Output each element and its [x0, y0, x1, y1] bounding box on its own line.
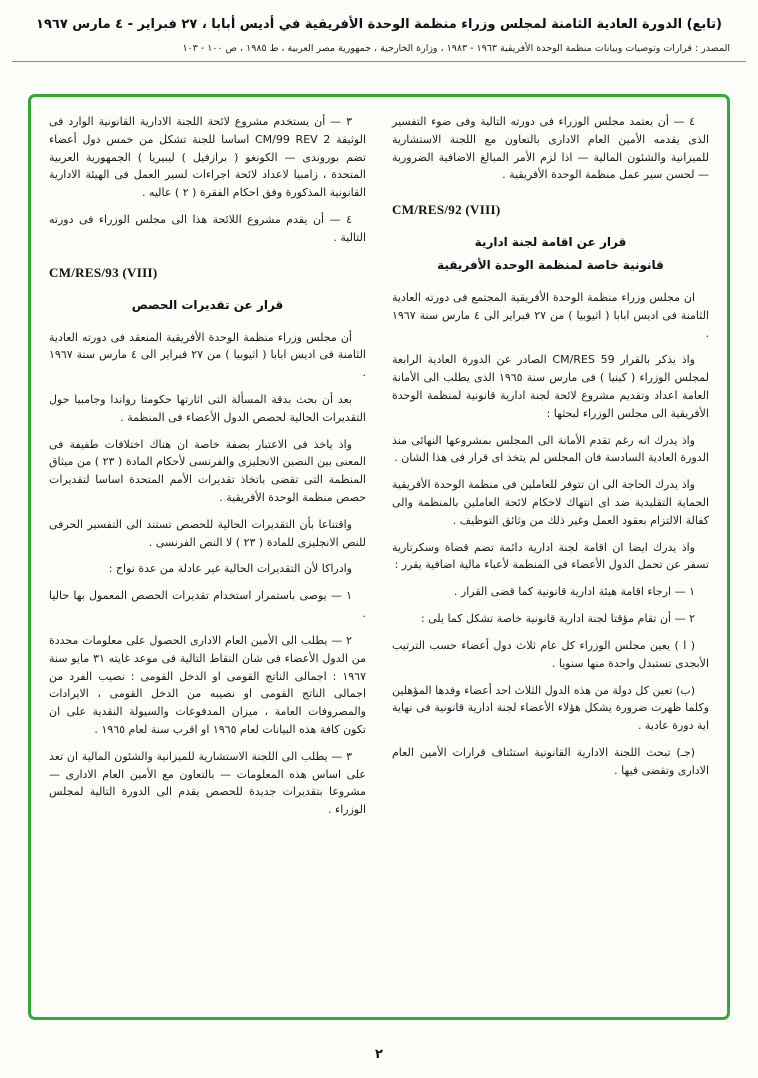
paragraph-taking-account: واذ ياخذ فى الاعتبار بصفة خاصة ان هناك اختلافات طفيفة فى المعنى بين النصين الانجليزى والفرنسى لأحكام المادة ( ٢٣ ) من ميثاق المنظمة التى تقضى باتخاذ تقديرات الأمم المتحدة اساسا لتقديرات حصص منظمة الوحدة الأفريقية .	[49, 437, 366, 505]
resolution-title-92	[392, 231, 709, 277]
resolution-code-92: CM/RES/92 (VIII)	[392, 202, 501, 218]
paragraph-recalling: واذ يذكر بالقرار CM/RES 59 الصادر عن الدورة العادية الرابعة لمجلس الوزراء ( كينيا ) فى مارس سنة ١٩٦٥ الذى يطلب الى الأمانة العامة اعداد وتقديم مشروع لائحة لجنة ادارية قانونية لمنظمة الوحدة الأفريقية الى مجلس الوزراء لبحثها :	[392, 353, 709, 420]
paragraph-aware-1: واذ يدرك انه رغم تقدم الأمانة الى المجلس بمشروعها النهائى منذ الدورة العادية السادسة فان المجلس لم يتخذ اى قرار فى هذا الشان .	[392, 433, 709, 465]
paragraph-realizing: وادراكا لأن التقديرات الحالية غير عادلة من عدة نواح :	[108, 562, 352, 576]
page-header	[12, 0, 746, 62]
paragraph-sub-a: ( ا ) يعين مجلس الوزراء كل عام ثلاث دول أعضاء حسب الترتيب الأبجدى تستبدل واحدة منها سنويا .	[392, 638, 709, 670]
header-title: (تابع) الدورة العادية الثامنة لمجلس وزراء منظمة الوحدة الأفريقية في أديس أبابا ، ٢٧ فبراير - ٤ مارس ١٩٦٧	[36, 17, 722, 32]
paragraph-decision-1: ١ — ارجاء اقامة هيئة ادارية قانونية كما قضى القرار .	[453, 585, 695, 599]
content-box	[28, 94, 730, 1020]
right-column	[392, 113, 709, 1007]
paragraph-sub-c: (جـ) تبحث اللجنة الادارية القانونية استئناف قرارات الأمين العام الادارى وتقضى فيها .	[392, 745, 709, 777]
paragraph-convinced: واقتناعا بأن التقديرات الحالية للحصص تستند الى التفسير الحرفى للنص الانجليزى للمادة ( ٢٣ ) لا النص الفرنسى .	[49, 517, 366, 549]
paragraph-aware-2: واذ يدرك الحاجة الى ان تتوفر للعاملين فى منظمة الوحدة الأفريقية الحماية التقليدية ضد اى انتهاك لاحكام لائحة العاملين بالمنظمة والى كفالة الالتزام بعقود العمل وغير ذلك من وثائق التوظيف .	[392, 478, 709, 527]
paragraph-item4: ٤ — أن يعتمد مجلس الوزراء فى دورته التالية وفى ضوء التفسير الذى يقدمه الأمين العام الادارى بالتعاون مع اللجنة الاستشارية للميزانية والشئون المالية — اذا لزم الأمر المبالغ الاضافية الضرورية — لحسن سير عمل منظمة الوحدة الأفريقية .	[392, 115, 709, 182]
resolution-title-line1: قرار عن اقامة لجنة ادارية	[474, 235, 627, 250]
paragraph-considered: بعد أن بحث بدقة المسألة التى اثارتها حكومتا رواندا وجامبيا حول التقديرات الحالية لحصص الدول الأعضاء فى المنظمة .	[49, 392, 366, 424]
resolution-title-line2: قانونية خاصة لمنظمة الوحدة الأفريقية	[437, 258, 664, 273]
paragraph-recommendation-1: ١ — يوصى باستمرار استخدام تقديرات الحصص المعمول بها حاليا .	[49, 589, 366, 621]
paragraph-item3: ٣ — أن يستخدم مشروع لائحة اللجنة الادارية القانونية الوارد فى الوثيقة CM/99 REV 2 اساسا للجنة تشكل من خمس دول أعضاء تضم بوروندى — الكونغو ( برازفيل ) ليبيريا ) الجمهورية العربية المتحدة ، زامبيا لاعداد لائحة اجراءات لسير العمل فى الهيئة الادارية القانونية المذكورة وفق احكام الفقرة ( ٢ ) عاليه .	[49, 115, 367, 200]
paragraph-aware-3: واذ يدرك ايضا ان اقامة لجنة ادارية دائمة تضم قضاة وسكرتارية تسفر عن تحمل الدول الأعضاء فى المنظمة لأعباء مالية اضافية يقرر :	[392, 540, 709, 572]
paragraph-opening: أن مجلس وزراء منظمة الوحدة الأفريقية المنعقد فى دورته العادية الثامنة فى اديس ابابا ( اثيوبيا ) من ٢٧ فبراير الى ٤ مارس سنة ١٩٦٧ .	[49, 330, 366, 380]
left-column	[49, 113, 366, 1007]
paragraph-opening: ان مجلس وزراء منظمة الوحدة الأفريقية المجتمع فى دورته العادية الثامنة فى اديس ابابا ( اثيوبيا ) من ٢٧ فبراير الى ٤ مارس سنة ١٩٦٧ .	[392, 290, 709, 340]
paragraph-item4b: ٤ — أن يقدم مشروع اللائحة هذا الى مجلس الوزراء فى دورته التالية .	[49, 213, 366, 244]
resolution-code-93: CM/RES/93 (VIII)	[49, 264, 158, 280]
page-number: ٢	[375, 1047, 383, 1062]
resolution-title-93	[49, 294, 366, 317]
header-source: المصدر : قرارات وتوصيات وبيانات منظمة الوحدة الأفريقية ١٩٦٣ - ١٩٨٣ ، وزارة الخارجية ، جمهورية مصر العربية ، ط ١٩٨٥ ، ص ١٠٠ - ١٠٣	[182, 42, 730, 54]
paragraph-recommendation-3: ٣ — يطلب الى اللجنة الاستشارية للميزانية والشئون المالية ان تعد على اساس هذه المعلومات — بالتعاون مع الأمين العام الادارى — مشروعا بتقديرات جديدة للحصص يقدم الى الدورة التالية لمجلس الوزراء .	[49, 749, 366, 817]
paragraph-decision-2: ٢ — أن تقام مؤقتا لجنة ادارية قانونية خاصة تشكل كما يلى :	[420, 612, 695, 626]
resolution-title-line1: قرار عن تقديرات الحصص	[131, 297, 284, 312]
paragraph-recommendation-2: ٢ — يطلب الى الأمين العام الادارى الحصول على معلومات محددة من الدول الأعضاء فى شان النقاط التالية فى موعد غايته ٣١ مايو سنة ١٩٦٧ : اجمالى الناتج القومى او الدخل القومى : نصيب الفرد من اجمالى الناتج القومى او نصيبه من الدخل القومى ، الايرادات والمصروفات العامة ، ميزان المدفوعات والسيولة النقدية على ان تكون كافة هذه البيانات لعام ١٩٦٥ او اقرب سنة لعام ١٩٦٥ .	[49, 633, 366, 736]
paragraph-sub-b: (ب) تعين كل دولة من هذه الدول الثلاث احد أعضاء وفدها المؤهلين وكلما ظهرت ضرورة يشكل هؤلاء الأعضاء لجنة ادارية قانونية فى نهاية اية دورة عادية .	[392, 683, 709, 733]
